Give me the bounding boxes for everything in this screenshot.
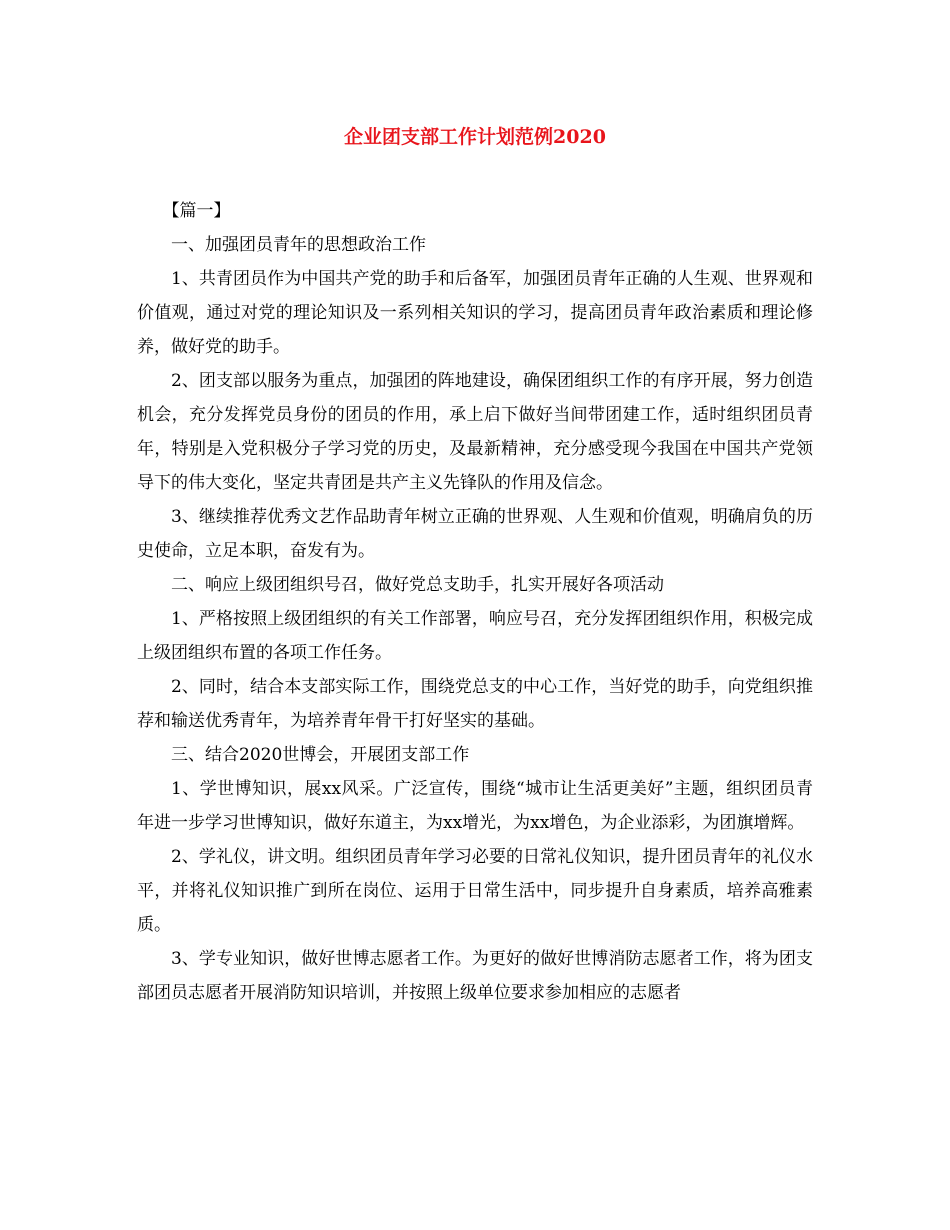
document-body — [137, 194, 813, 1010]
paragraph: 1、严格按照上级团组织的有关工作部署，响应号召，充分发挥团组织作用，积极完成上级团组织布置的各项工作任务。 — [137, 609, 813, 663]
heading-2: 二、响应上级团组织号召，做好党总支助手，扎实开展好各项活动 — [171, 575, 664, 595]
paragraph: 2、同时，结合本支部实际工作，围绕党总支的中心工作，当好党的助手，向党组织推荐和输送优秀青年，为培养青年骨干打好坚实的基础。 — [137, 677, 813, 731]
paragraph: 3、学专业知识，做好世博志愿者工作。为更好的做好世博消防志愿者工作，将为团支部团员志愿者开展消防知识培训，并按照上级单位要求参加相应的志愿者 — [137, 949, 813, 1003]
paragraph: 1、学世博知识，展xx风采。广泛宣传，围绕“城市让生活更美好”主题，组织团员青年进一步学习世博知识，做好东道主，为xx增光，为xx增色，为企业添彩，为团旗增辉。 — [137, 779, 813, 833]
section-marker: 【篇一】 — [162, 201, 231, 221]
paragraph: 1、共青团员作为中国共产党的助手和后备军，加强团员青年正确的人生观、世界观和价值观，通过对党的理论知识及一系列相关知识的学习，提高团员青年政治素质和理论修养，做好党的助手。 — [137, 269, 813, 357]
heading-1: 一、加强团员青年的思想政治工作 — [171, 235, 426, 255]
paragraph: 2、团支部以服务为重点，加强团的阵地建设，确保团组织工作的有序开展，努力创造机会，充分发挥党员身份的团员的作用，承上启下做好当间带团建工作，适时组织团员青年，特别是入党积极分子学习党的历史，及最新精神，充分感受现今我国在中国共产党领导下的伟大变化，坚定共青团是共产主义先锋队的作用及信念。 — [137, 371, 813, 493]
heading-3: 三、结合2020世博会，开展团支部工作 — [171, 745, 470, 765]
paragraph: 3、继续推荐优秀文艺作品助青年树立正确的世界观、人生观和价值观，明确肩负的历史使命，立足本职，奋发有为。 — [137, 507, 813, 561]
paragraph: 2、学礼仪，讲文明。组织团员青年学习必要的日常礼仪知识，提升团员青年的礼仪水平，并将礼仪知识推广到所在岗位、运用于日常生活中，同步提升自身素质，培养高雅素质。 — [137, 847, 813, 935]
document-title: 企业团支部工作计划范例2020 — [344, 126, 606, 148]
